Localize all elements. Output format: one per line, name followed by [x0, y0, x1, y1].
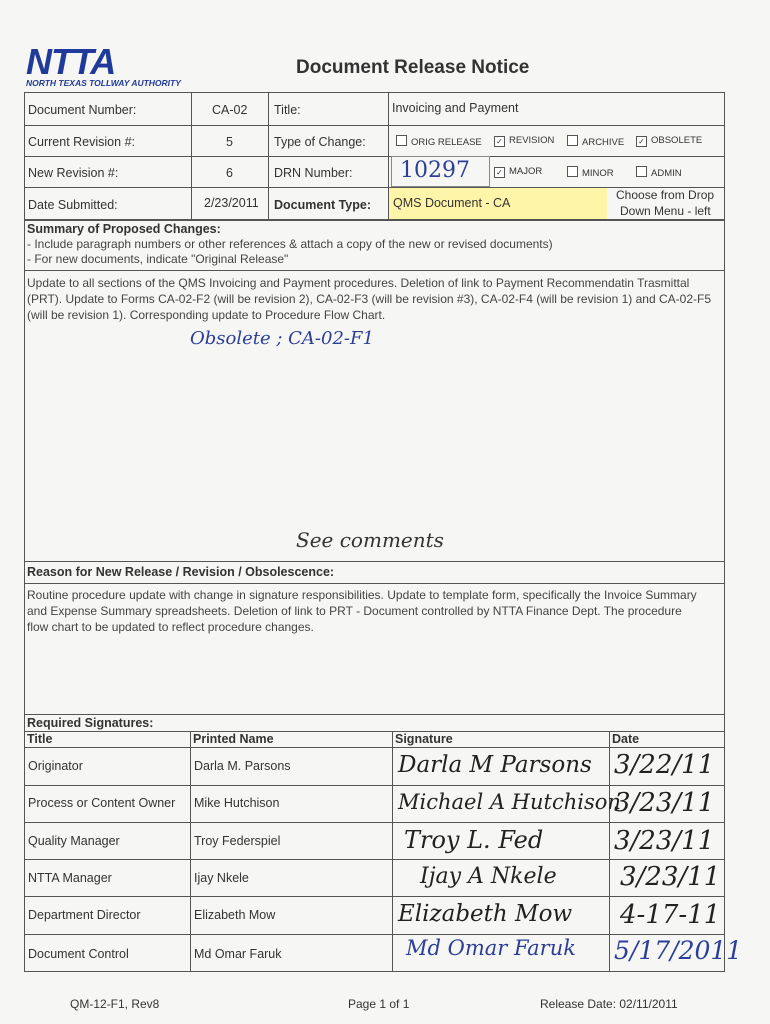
handwritten-see-comments: See comments	[296, 528, 444, 552]
summary-text-3: (will be revision 1). Corresponding update to Procedure Flow Chart.	[27, 308, 386, 322]
current-revision-label: Current Revision #:	[28, 135, 135, 149]
doc-number-label: Document Number:	[28, 103, 137, 117]
summary-text-1: Update to all sections of the QMS Invoicing and Payment procedures. Deletion of link to Payment Recommendatin Trasmittal	[27, 276, 690, 290]
footer-form-number: QM-12-F1, Rev8	[70, 997, 160, 1011]
footer-release-date: Release Date: 02/11/2011	[540, 997, 678, 1011]
sig-row-name: Troy Federspiel	[194, 834, 281, 848]
drn-value: 10297	[400, 158, 470, 183]
reason-text-3: flow chart to be updated to reflect procedure changes.	[27, 620, 314, 634]
sig-row-title: Originator	[28, 759, 83, 773]
type-orig-release[interactable]: ORIG RELEASE	[396, 135, 482, 148]
logo-wordmark: NTTA	[26, 41, 116, 82]
signature-image: Ijay A Nkele	[420, 864, 557, 889]
column-printed-name: Printed Name	[193, 732, 274, 746]
checkbox-checked-icon: ✓	[636, 136, 647, 147]
reason-text-2: and Expense Summary spreadsheets. Deletion of link to PRT - Document controlled by NTTA Finance Dept. The procedure	[27, 604, 682, 618]
sig-row-title: Process or Content Owner	[28, 796, 176, 810]
title-value: Invoicing and Payment	[392, 101, 519, 115]
sig-row-name: Ijay Nkele	[194, 871, 249, 885]
column-signature: Signature	[395, 732, 453, 746]
ntta-logo	[26, 41, 196, 90]
page-title: Document Release Notice	[296, 57, 530, 78]
drn-minor[interactable]: MINOR	[567, 166, 614, 179]
sig-row-date: 3/23/11	[614, 826, 715, 856]
drn-major[interactable]: ✓ MAJOR	[494, 166, 542, 178]
sig-row-name: Mike Hutchison	[194, 796, 280, 810]
date-submitted-label: Date Submitted:	[28, 198, 118, 212]
signature-image: Darla M Parsons	[398, 752, 592, 778]
drn-admin[interactable]: ADMIN	[636, 166, 682, 179]
sig-row-date: 3/23/11	[620, 862, 721, 892]
reason-text-1: Routine procedure update with change in signature responsibilities. Update to template form, specifically the Invoice Summary	[27, 588, 697, 602]
signature-image: Elizabeth Mow	[398, 901, 573, 927]
signature-image: Michael A Hutchison	[398, 790, 621, 814]
sig-row-name: Md Omar Faruk	[194, 947, 282, 961]
new-revision-value: 6	[226, 166, 233, 180]
signature-image: Troy L. Fed	[404, 826, 544, 854]
footer-page-number: Page 1 of 1	[348, 997, 410, 1011]
checkbox-checked-icon: ✓	[494, 136, 505, 147]
checkbox-empty-icon	[567, 135, 578, 146]
date-submitted-value: 2/23/2011	[204, 196, 259, 210]
logo-subtitle: NORTH TEXAS TOLLWAY AUTHORITY	[26, 78, 181, 88]
summary-instruction-1: - Include paragraph numbers or other references & attach a copy of the new or revised documents)	[27, 237, 553, 251]
type-archive[interactable]: ARCHIVE	[567, 135, 624, 148]
document-type-label: Document Type:	[274, 198, 371, 212]
drn-label: DRN Number:	[274, 166, 353, 180]
new-revision-label: New Revision #:	[28, 166, 119, 180]
sig-row-date: 3/22/11	[614, 750, 715, 780]
checkbox-empty-icon	[636, 166, 647, 177]
sig-row-date: 3/23/11	[614, 788, 715, 818]
summary-text-2: (PRT). Update to Forms CA-02-F2 (will be revision 2), CA-02-F3 (will be revision #3), CA-02-F4 (will be revision 1) and CA-02-F5	[27, 292, 711, 306]
dropdown-note-2: Down Menu - left	[620, 204, 711, 218]
sig-row-name: Elizabeth Mow	[194, 908, 276, 922]
document-type-value: QMS Document - CA	[393, 196, 511, 210]
sig-row-date: 4-17-11	[620, 900, 721, 930]
doc-number-value: CA-02	[212, 103, 248, 117]
signature-image: Md Omar Faruk	[406, 936, 576, 960]
sig-row-name: Darla M. Parsons	[194, 759, 291, 773]
column-date: Date	[612, 732, 640, 746]
sig-row-title: Department Director	[28, 908, 141, 922]
handwritten-obsolete-note: Obsolete ; CA-02-F1	[190, 328, 374, 349]
sig-row-title: Quality Manager	[28, 834, 120, 848]
sig-row-title: NTTA Manager	[28, 871, 112, 885]
summary-instruction-2: - For new documents, indicate "Original Release"	[27, 252, 289, 266]
title-label: Title:	[274, 103, 301, 117]
checkbox-empty-icon	[567, 166, 578, 177]
type-obsolete[interactable]: ✓ OBSOLETE	[636, 135, 702, 147]
reason-heading: Reason for New Release / Revision / Obsolescence:	[27, 565, 335, 579]
sig-row-date: 5/17/2011	[614, 936, 743, 965]
sig-row-title: Document Control	[28, 947, 129, 961]
summary-heading: Summary of Proposed Changes:	[27, 222, 221, 236]
type-of-change-label: Type of Change:	[274, 135, 366, 149]
checkbox-empty-icon	[396, 135, 407, 146]
dropdown-note-1: Choose from Drop	[616, 188, 715, 202]
checkbox-checked-icon: ✓	[494, 167, 505, 178]
type-revision[interactable]: ✓ REVISION	[494, 135, 554, 147]
current-revision-value: 5	[226, 135, 233, 149]
column-title: Title	[27, 732, 53, 746]
signatures-heading: Required Signatures:	[27, 716, 154, 730]
